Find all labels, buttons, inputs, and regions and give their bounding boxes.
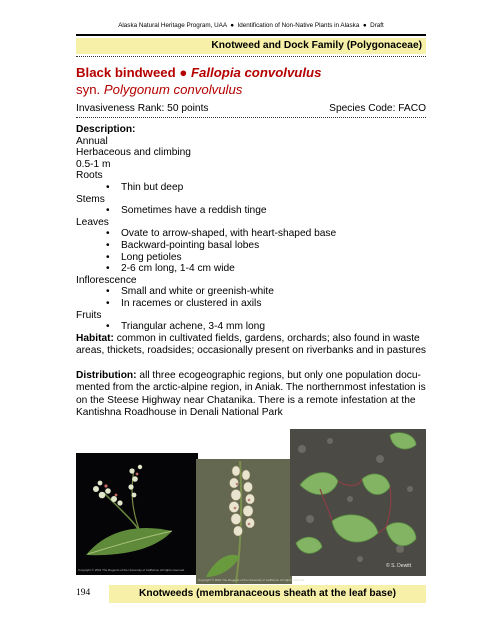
species-title [76, 65, 321, 80]
header-rule [76, 34, 426, 36]
distribution-label: Distribution: [76, 370, 137, 381]
document-status: Draft [370, 22, 384, 29]
dotted-divider [76, 56, 426, 57]
photo-credit: © S. Dewitt [386, 563, 412, 569]
page-number: 194 [76, 588, 91, 598]
bullet-item: • Long petioles [106, 251, 182, 263]
group-label-roots: Roots [76, 170, 103, 182]
synonym-name: Polygonum convolvulus [103, 82, 243, 97]
bullet-item: • Backward-pointing basal lobes [106, 239, 260, 251]
description-line: 0.5-1 m [76, 158, 111, 170]
species-code: Species Code: FACO [329, 103, 426, 114]
synonym-line [76, 82, 242, 97]
photo-leaf-closeup [76, 453, 198, 575]
scientific-name: Fallopia convolvulus [190, 65, 322, 80]
distribution-paragraph: Distribution: all three ecogeographic regions, but only one population docu- mented from the arctic-alpine region, in Aniak. The northernmost infestation is on the Steese Highway near Chatanika. There is a remote infestation at the Kantishna Roadhouse in Denali National Park [76, 370, 426, 419]
group-label-fruits: Fruits [76, 309, 102, 321]
bullet-item: • Small and white or greenish-white [106, 286, 274, 298]
bullet-item: • Ovate to arrow-shaped, with heart-shaped base [106, 228, 337, 240]
photo-leaves-on-gravel [290, 429, 426, 576]
group-label-leaves: Leaves [76, 216, 109, 228]
habitat-paragraph: Habitat: common in cultivated fields, gardens, orchards; also found in waste areas, thickets, roadsides; occasionally present on riverbanks and in pastures [76, 333, 426, 357]
invasiveness-rank: Invasiveness Rank: 50 points [76, 103, 209, 114]
running-header: Alaska Natural Heritage Program, UAA ● Identification of Non-Native Plants in Alaska ● Draft [118, 22, 384, 29]
description-section [76, 124, 426, 333]
group-label-stems: Stems [76, 193, 105, 205]
description-line: Herbaceous and climbing [76, 147, 191, 159]
bullet-item: • In racemes or clustered in axils [106, 297, 262, 309]
description-heading: Description: [76, 124, 136, 135]
photo-copyright: Copyright © 2001 The Regents of the University of California. All rights reserved. [198, 578, 305, 582]
habitat-label: Habitat: [76, 333, 114, 344]
bullet-item: • Sometimes have a reddish tinge [106, 205, 267, 217]
photo-copyright: Copyright © 2001 The Regents of the University of California. All rights reserved. [78, 568, 185, 572]
common-name: Black bindweed [76, 65, 176, 80]
title-bullet: ● [179, 65, 188, 80]
document-name: Identification of Non-Native Plants in Alaska [237, 22, 360, 29]
rank-row [76, 103, 426, 115]
program-name: Alaska Natural Heritage Program, UAA [118, 22, 227, 29]
dotted-divider [76, 117, 426, 118]
bullet-item: • 2-6 cm long, 1-4 cm wide [106, 263, 235, 275]
footer-banner: Knotweeds (membranaceous sheath at the leaf base) [109, 585, 426, 603]
bullet-item: • Triangular achene, 3-4 mm long [106, 321, 266, 333]
synonym-prefix: syn. [76, 82, 101, 97]
group-label-inflorescence: Inflorescence [76, 274, 137, 286]
bullet-item: • Thin but deep [106, 181, 184, 193]
description-line: Annual [76, 135, 108, 147]
photo-fruiting-raceme [196, 459, 305, 584]
family-banner: Knotweed and Dock Family (Polygonaceae) [76, 38, 426, 54]
